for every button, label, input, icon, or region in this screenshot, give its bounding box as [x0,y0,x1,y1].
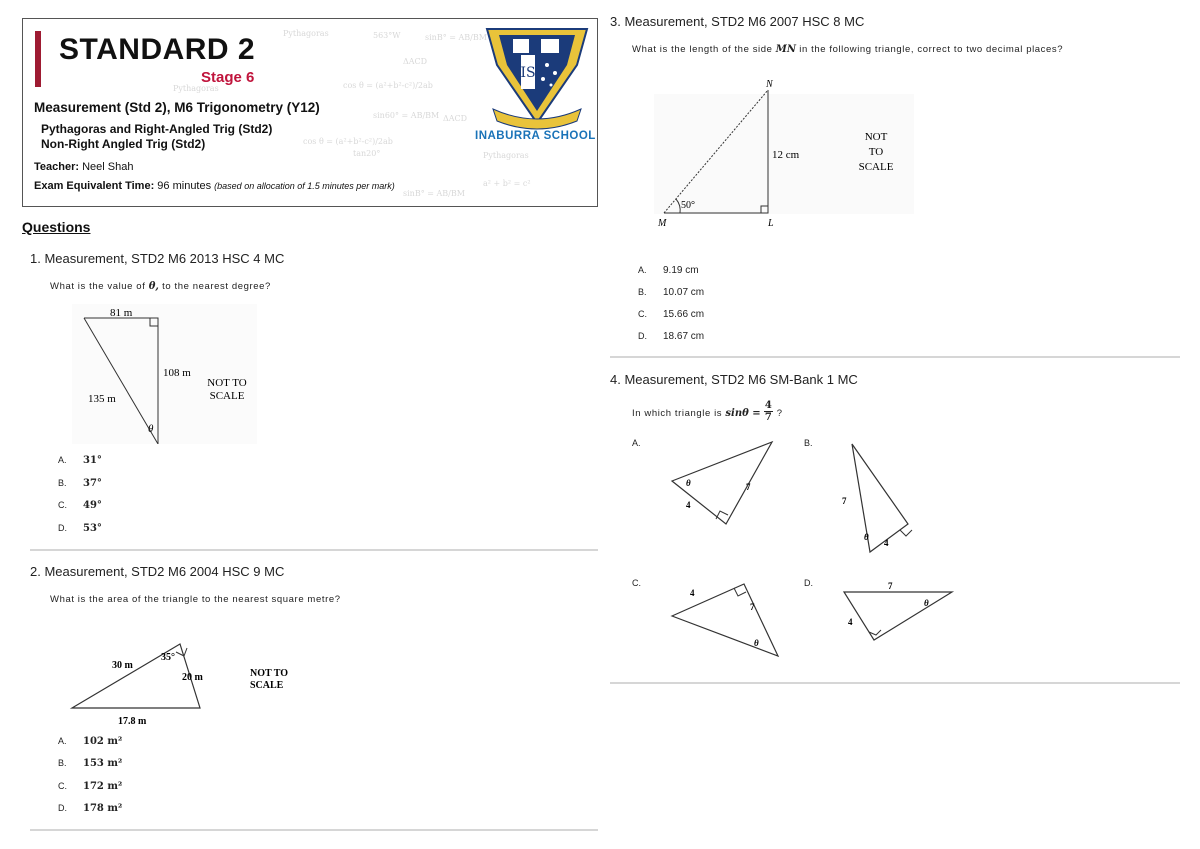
triangle-c-four: 4 [690,588,695,598]
question-4-prompt-text: In which triangle is [632,408,723,419]
school-name: INABURRA SCHOOL [475,130,596,142]
accent-bar [35,31,41,87]
question-1-note-line2: SCALE [209,390,245,402]
question-1-option-c[interactable] [58,500,102,511]
question-3-label-angle: 50° [681,200,695,211]
option-value: 37° [83,478,102,489]
question-3-label-n: N [766,79,773,90]
question-4-prompt-end: ? [776,408,783,419]
left-column [22,18,598,814]
question-2-option-a[interactable] [58,736,122,747]
triangle-a-seven: 7 [746,482,751,492]
question-1-source: Measurement, STD2 M6 2013 HSC 4 MC [44,251,285,266]
exam-time-value: 96 minutes [157,180,212,192]
question-4-option-a-label[interactable]: A. [632,438,641,448]
question-4-option-d-label[interactable]: D. [804,578,813,588]
triangle-d-four: 4 [848,617,853,627]
triangle-b-theta: θ [864,532,869,542]
question-1-title [30,251,284,266]
questions-heading: Questions [22,219,91,235]
question-3-prompt [632,44,1063,55]
option-label: D. [638,331,647,341]
question-1-prompt-text: What is the value of [50,281,146,292]
question-3-note-line2: TO [868,146,884,158]
option-label: D. [58,803,67,813]
fraction-numerator: 4 [764,400,773,411]
option-label: B. [638,287,647,297]
course-title: Measurement (Std 2), M6 Trigonometry (Y12) [34,100,320,115]
question-divider [30,829,598,831]
question-2-label-a: 30 m [112,660,133,671]
question-2-label-angle: 35° [161,652,175,663]
option-label: B. [58,758,67,768]
fraction-denominator: 7 [764,412,773,423]
question-4-number: 4. [610,372,621,387]
triangle-c-theta: θ [754,638,759,648]
question-1-option-d[interactable] [58,523,102,534]
option-label: D. [58,523,67,533]
question-3-prompt-math: MN [775,44,796,55]
option-value: 172 m² [83,781,123,792]
option-label: C. [638,309,647,319]
option-label: C. [58,500,67,510]
teacher-line [34,161,133,173]
question-2-option-b[interactable] [58,758,122,769]
triangle-d-seven: 7 [888,581,893,591]
question-4-title [610,372,858,387]
option-label: A. [58,455,67,465]
question-1-option-b[interactable] [58,478,102,489]
option-value: 9.19 cm [663,265,699,276]
topic-2: Non-Right Angled Trig (Std2) [41,137,206,151]
option-value: 15.66 cm [663,309,705,320]
question-3-title [610,14,864,29]
option-label: A. [638,265,647,275]
question-1-triangle-figure [72,304,312,444]
question-2-triangle-figure [68,628,328,730]
question-3-source: Measurement, STD2 M6 2007 HSC 8 MC [624,14,865,29]
question-1-label-angle: θ [148,423,154,435]
triangle-b-seven: 7 [842,496,847,506]
question-4-triangle-c[interactable] [668,580,788,660]
question-2-note-line2: SCALE [250,680,284,691]
question-4-triangle-b[interactable] [838,440,918,558]
stage-label: Stage 6 [201,69,255,86]
question-3-note-line1: NOT [864,131,888,143]
question-3-number: 3. [610,14,621,29]
question-4-triangle-a[interactable] [666,438,786,528]
question-2-prompt: What is the area of the triangle to the nearest square metre? [50,594,341,605]
option-value: 53° [83,523,102,534]
triangle-a-four: 4 [686,500,691,510]
question-3-option-d[interactable] [638,331,704,342]
question-2-label-b: 20 m [182,672,203,683]
question-divider [30,549,598,551]
question-divider [610,682,1180,684]
question-2-option-d[interactable] [58,803,122,814]
question-3-label-m: M [658,218,667,229]
question-3-note-line3: SCALE [858,161,894,173]
question-1-label-top: 81 m [110,307,133,319]
question-3-label-side: 12 cm [772,149,800,161]
question-1-option-a[interactable] [58,455,102,466]
question-4-source: Measurement, STD2 M6 SM-Bank 1 MC [624,372,858,387]
teacher-name: Neel Shah [82,161,134,173]
triangle-c-seven: 7 [750,602,755,612]
question-2-note-line1: NOT TO [250,668,289,679]
exam-time-label: Exam Equivalent Time: [34,180,155,192]
option-value: 18.67 cm [663,331,705,342]
worksheet-header: Pythagoras 563°W sinB° = AB/BM ΔACD cos θ = (a²+b²-c²)/2ab Pythagoras sin60° = AB/BM ΔACD cos θ = (a²+b²-c²)/2ab tan20° Pythagoras a² + b² = c² sinB° = AB/BM STANDARD 2 Stage 6 Measurement (Std 2), M6 Trigonometry (Y12) Pythagoras and Right-Angled Trig (Std2) Non-Right Angled Trig (Std2) Teacher: Neel Shah Exam Equivalent Time: 96 minutes (based on allocation of 1.5 minutes per mark) IS INABURRA SCHOOL [22,18,598,207]
question-3-option-b[interactable] [638,287,704,298]
question-1-prompt-end: to the nearest degree? [162,281,271,292]
question-1-note-line1: NOT TO [207,377,247,389]
triangle-a-theta: θ [686,478,691,488]
option-value: 10.07 cm [663,287,705,298]
option-value: 31° [83,455,102,466]
question-1-label-side: 108 m [163,367,191,379]
question-1-number: 1. [30,251,41,266]
question-1-prompt [50,281,271,292]
question-divider [610,356,1180,358]
exam-time-line [34,180,395,192]
question-2-number: 2. [30,564,41,579]
question-1-label-hyp: 135 m [88,393,116,405]
teacher-label: Teacher: [34,161,80,173]
option-value: 49° [83,500,102,511]
question-3-option-c[interactable] [638,309,704,320]
question-3-triangle-figure [650,76,960,236]
topic-1: Pythagoras and Right-Angled Trig (Std2) [41,122,273,136]
question-4-fraction [764,400,774,423]
question-4-prompt-math: sinθ = [725,408,761,419]
triangle-b-four: 4 [884,538,889,548]
question-4-triangle-d[interactable] [838,580,958,660]
exam-time-note: (based on allocation of 1.5 minutes per mark) [214,181,395,191]
question-3-prompt-text: What is the length of the side [632,44,773,55]
question-2-title [30,564,284,579]
question-3-label-l: L [768,218,774,229]
triangle-d-theta: θ [924,598,929,608]
option-label: A. [58,736,67,746]
question-3-option-a[interactable] [638,265,699,276]
question-3-prompt-end: in the following triangle, correct to two decimal places? [799,44,1064,55]
question-4-option-b-label[interactable]: B. [804,438,813,448]
option-label: C. [58,781,67,791]
question-2-option-c[interactable] [58,781,122,792]
question-2-label-c: 17.8 m [118,716,147,727]
option-label: B. [58,478,67,488]
svg-text:IS: IS [520,65,536,81]
option-value: 102 m² [83,736,123,747]
school-crest-logo [485,25,589,135]
question-1-prompt-math: θ, [148,281,159,292]
question-4-option-c-label[interactable]: C. [632,578,641,588]
option-value: 153 m² [83,758,123,769]
question-4-prompt [632,400,783,430]
question-2-source: Measurement, STD2 M6 2004 HSC 9 MC [44,564,285,579]
page-title: STANDARD 2 [59,33,256,66]
option-value: 178 m² [83,803,123,814]
